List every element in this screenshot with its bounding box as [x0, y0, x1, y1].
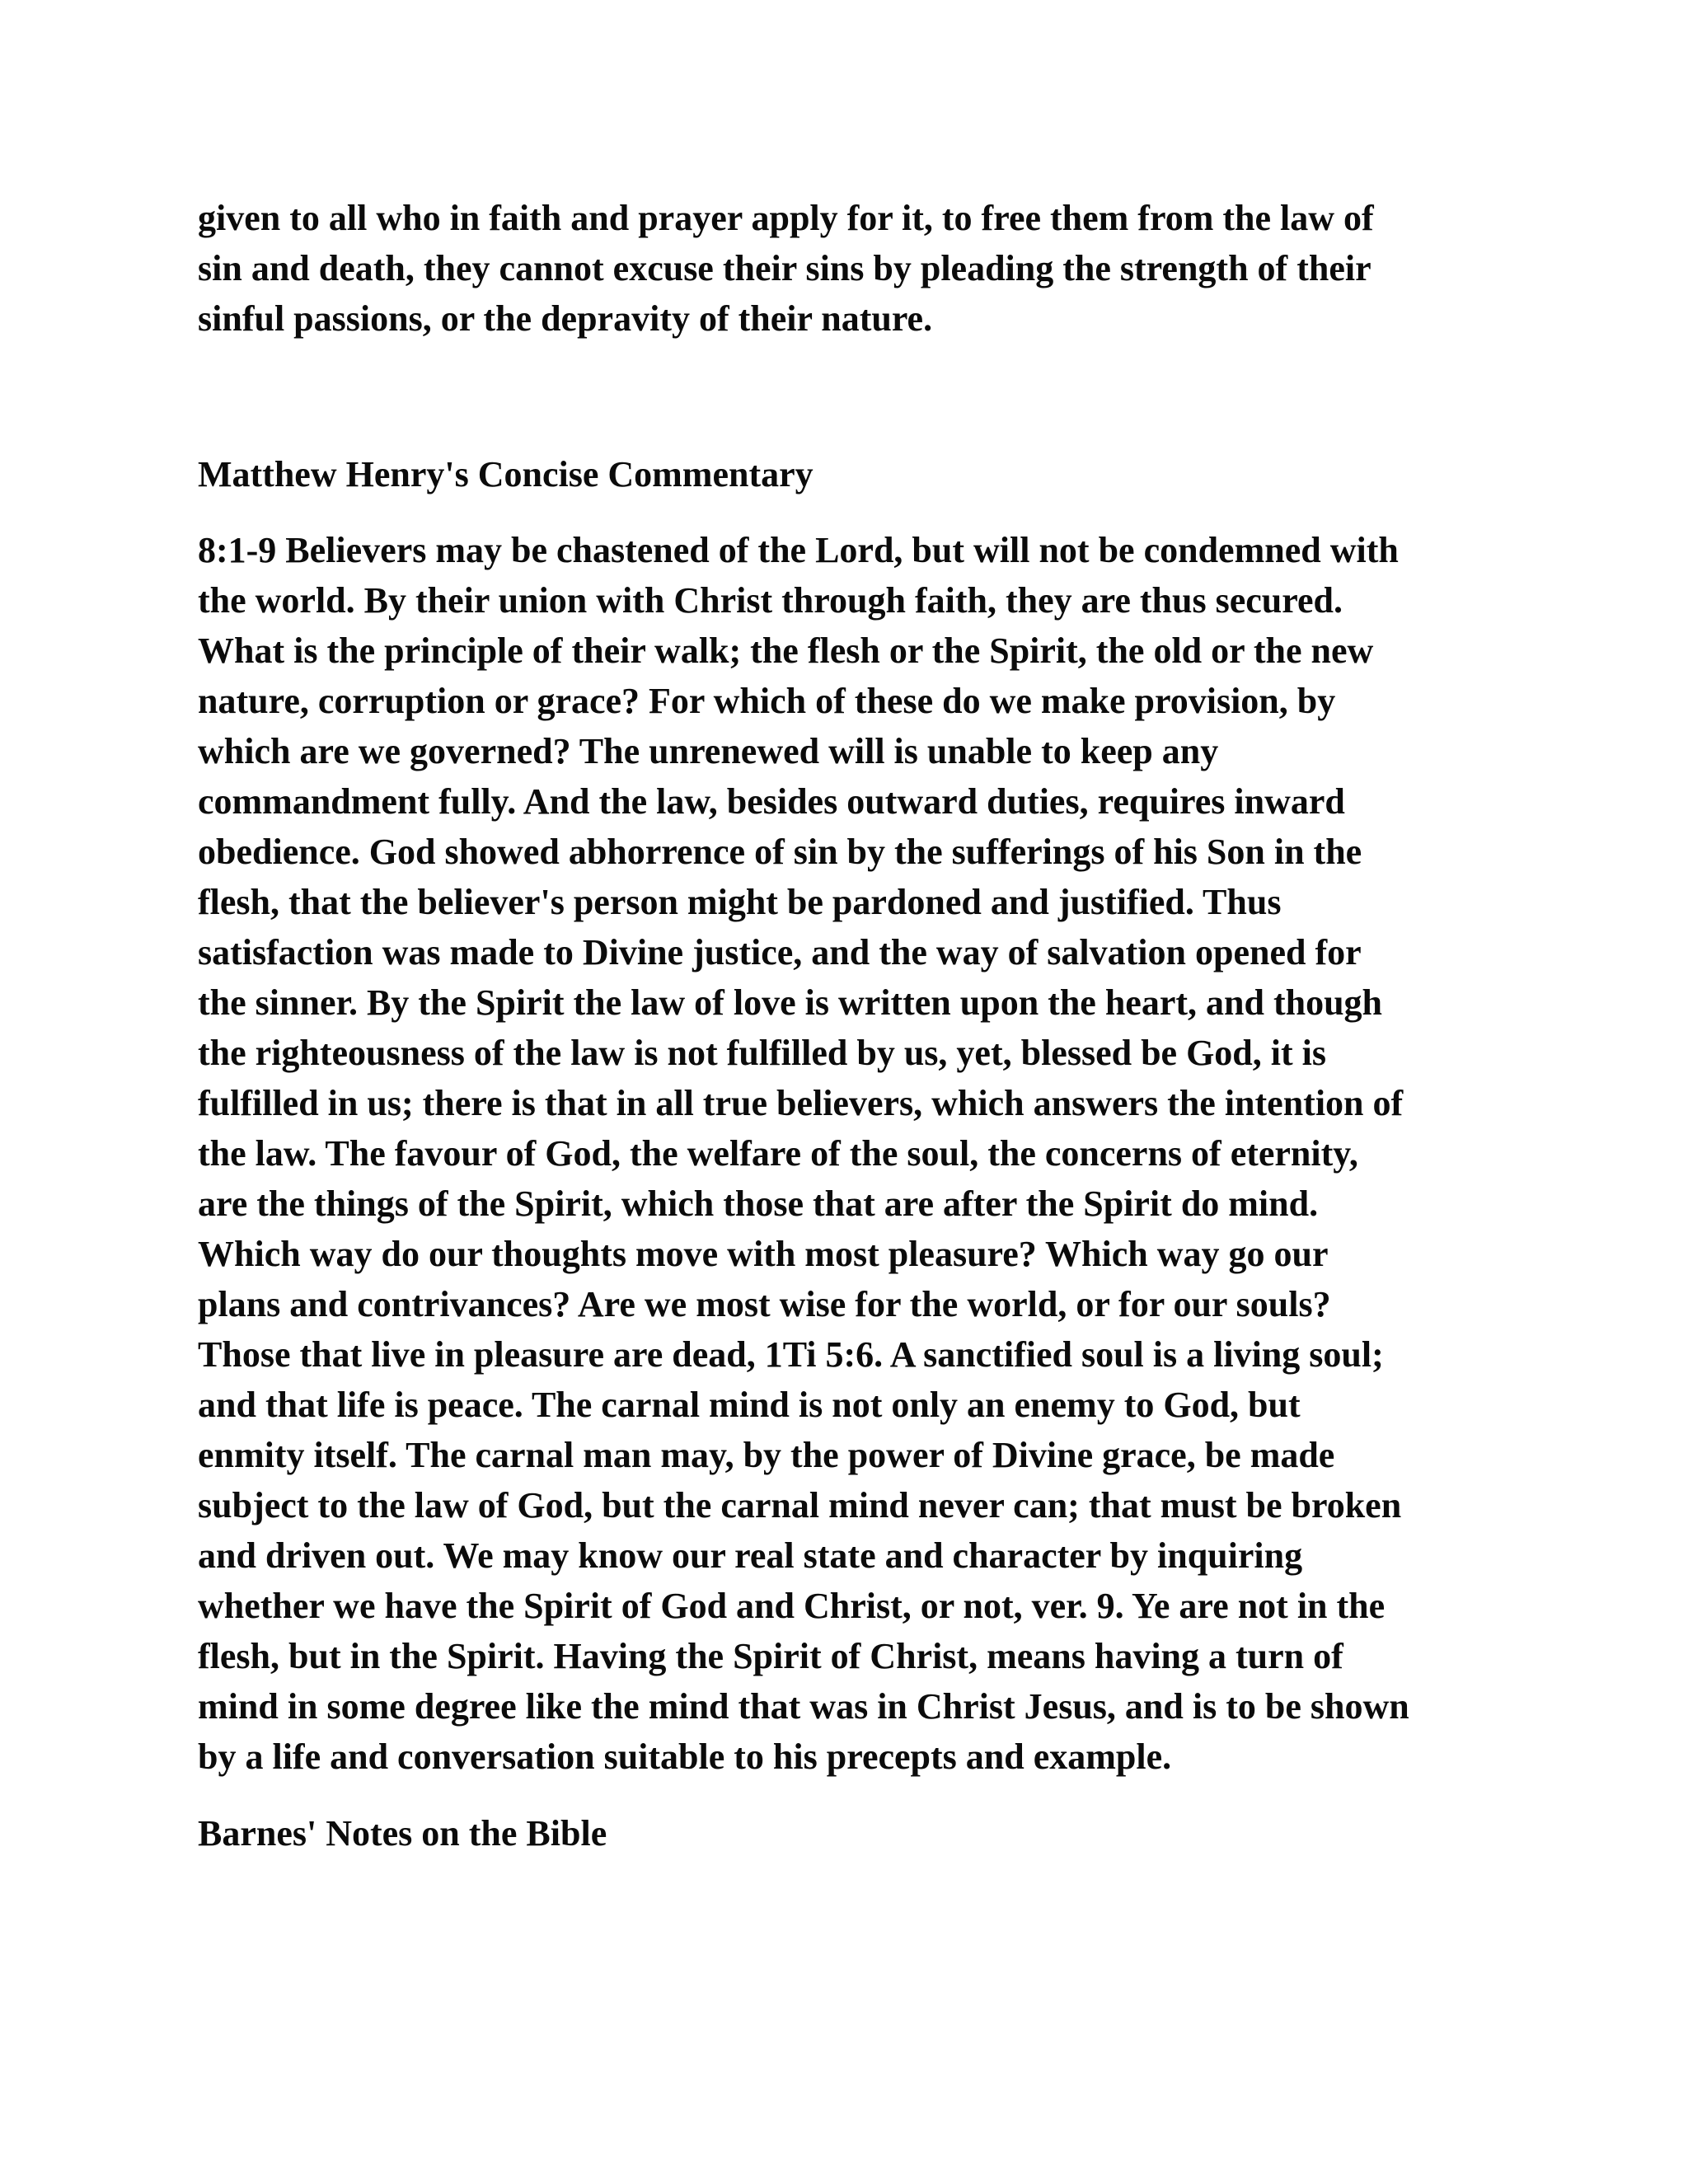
- mhcc-heading: Matthew Henry's Concise Commentary: [198, 454, 814, 494]
- mhcc-line-15: Which way do our thoughts move with most pleasure? Which way go our: [198, 1234, 1329, 1274]
- mhcc-line-4: nature, corruption or grace? For which of these do we make provision, by: [198, 681, 1336, 721]
- mhcc-line-19: enmity itself. The carnal man may, by the power of Divine grace, be made: [198, 1435, 1335, 1475]
- mhcc-line-24: mind in some degree like the mind that was in Christ Jesus, and is to be shown: [198, 1686, 1409, 1727]
- mhcc-line-9: satisfaction was made to Divine justice, and the way of salvation opened for: [198, 932, 1362, 972]
- barnes-heading: Barnes' Notes on the Bible: [198, 1813, 607, 1854]
- mhcc-line-18: and that life is peace. The carnal mind is not only an enemy to God, but: [198, 1385, 1301, 1425]
- mhcc-line-16: plans and contrivances? Are we most wise for the world, or for our souls?: [198, 1284, 1331, 1324]
- mhcc-line-20: subject to the law of God, but the carnal mind never can; that must be broken: [198, 1485, 1402, 1526]
- intro-line-2: sin and death, they cannot excuse their sins by pleading the strength of their: [198, 248, 1372, 288]
- mhcc-line-14: are the things of the Spirit, which those that are after the Spirit do mind.: [198, 1183, 1319, 1224]
- intro-line-1: given to all who in faith and prayer apply for it, to free them from the law of: [198, 198, 1374, 238]
- mhcc-line-1: 8:1-9 Believers may be chastened of the Lord, but will not be condemned with: [198, 530, 1399, 570]
- mhcc-line-13: the law. The favour of God, the welfare of the soul, the concerns of eternity,: [198, 1133, 1358, 1174]
- mhcc-line-12: fulfilled in us; there is that in all true believers, which answers the intention of: [198, 1083, 1404, 1123]
- mhcc-line-11: the righteousness of the law is not fulfilled by us, yet, blessed be God, it is: [198, 1033, 1326, 1073]
- mhcc-line-3: What is the principle of their walk; the flesh or the Spirit, the old or the new: [198, 630, 1374, 671]
- intro-line-3: sinful passions, or the depravity of their nature.: [198, 298, 933, 339]
- mhcc-line-23: flesh, but in the Spirit. Having the Spirit of Christ, means having a turn of: [198, 1636, 1343, 1676]
- mhcc-line-6: commandment fully. And the law, besides outward duties, requires inward: [198, 781, 1345, 822]
- mhcc-line-5: which are we governed? The unrenewed will is unable to keep any: [198, 731, 1219, 771]
- mhcc-line-25: by a life and conversation suitable to his precepts and example.: [198, 1736, 1172, 1777]
- mhcc-line-22: whether we have the Spirit of God and Christ, or not, ver. 9. Ye are not in the: [198, 1586, 1386, 1626]
- mhcc-line-8: flesh, that the believer's person might be pardoned and justified. Thus: [198, 882, 1282, 922]
- mhcc-line-10: the sinner. By the Spirit the law of love is written upon the heart, and though: [198, 982, 1383, 1023]
- mhcc-line-7: obedience. God showed abhorrence of sin by the sufferings of his Son in the: [198, 832, 1362, 872]
- mhcc-line-2: the world. By their union with Christ through faith, they are thus secured.: [198, 580, 1343, 621]
- mhcc-line-21: and driven out. We may know our real state and character by inquiring: [198, 1535, 1303, 1576]
- mhcc-line-17: Those that live in pleasure are dead, 1Ti 5:6. A sanctified soul is a living soul;: [198, 1334, 1384, 1375]
